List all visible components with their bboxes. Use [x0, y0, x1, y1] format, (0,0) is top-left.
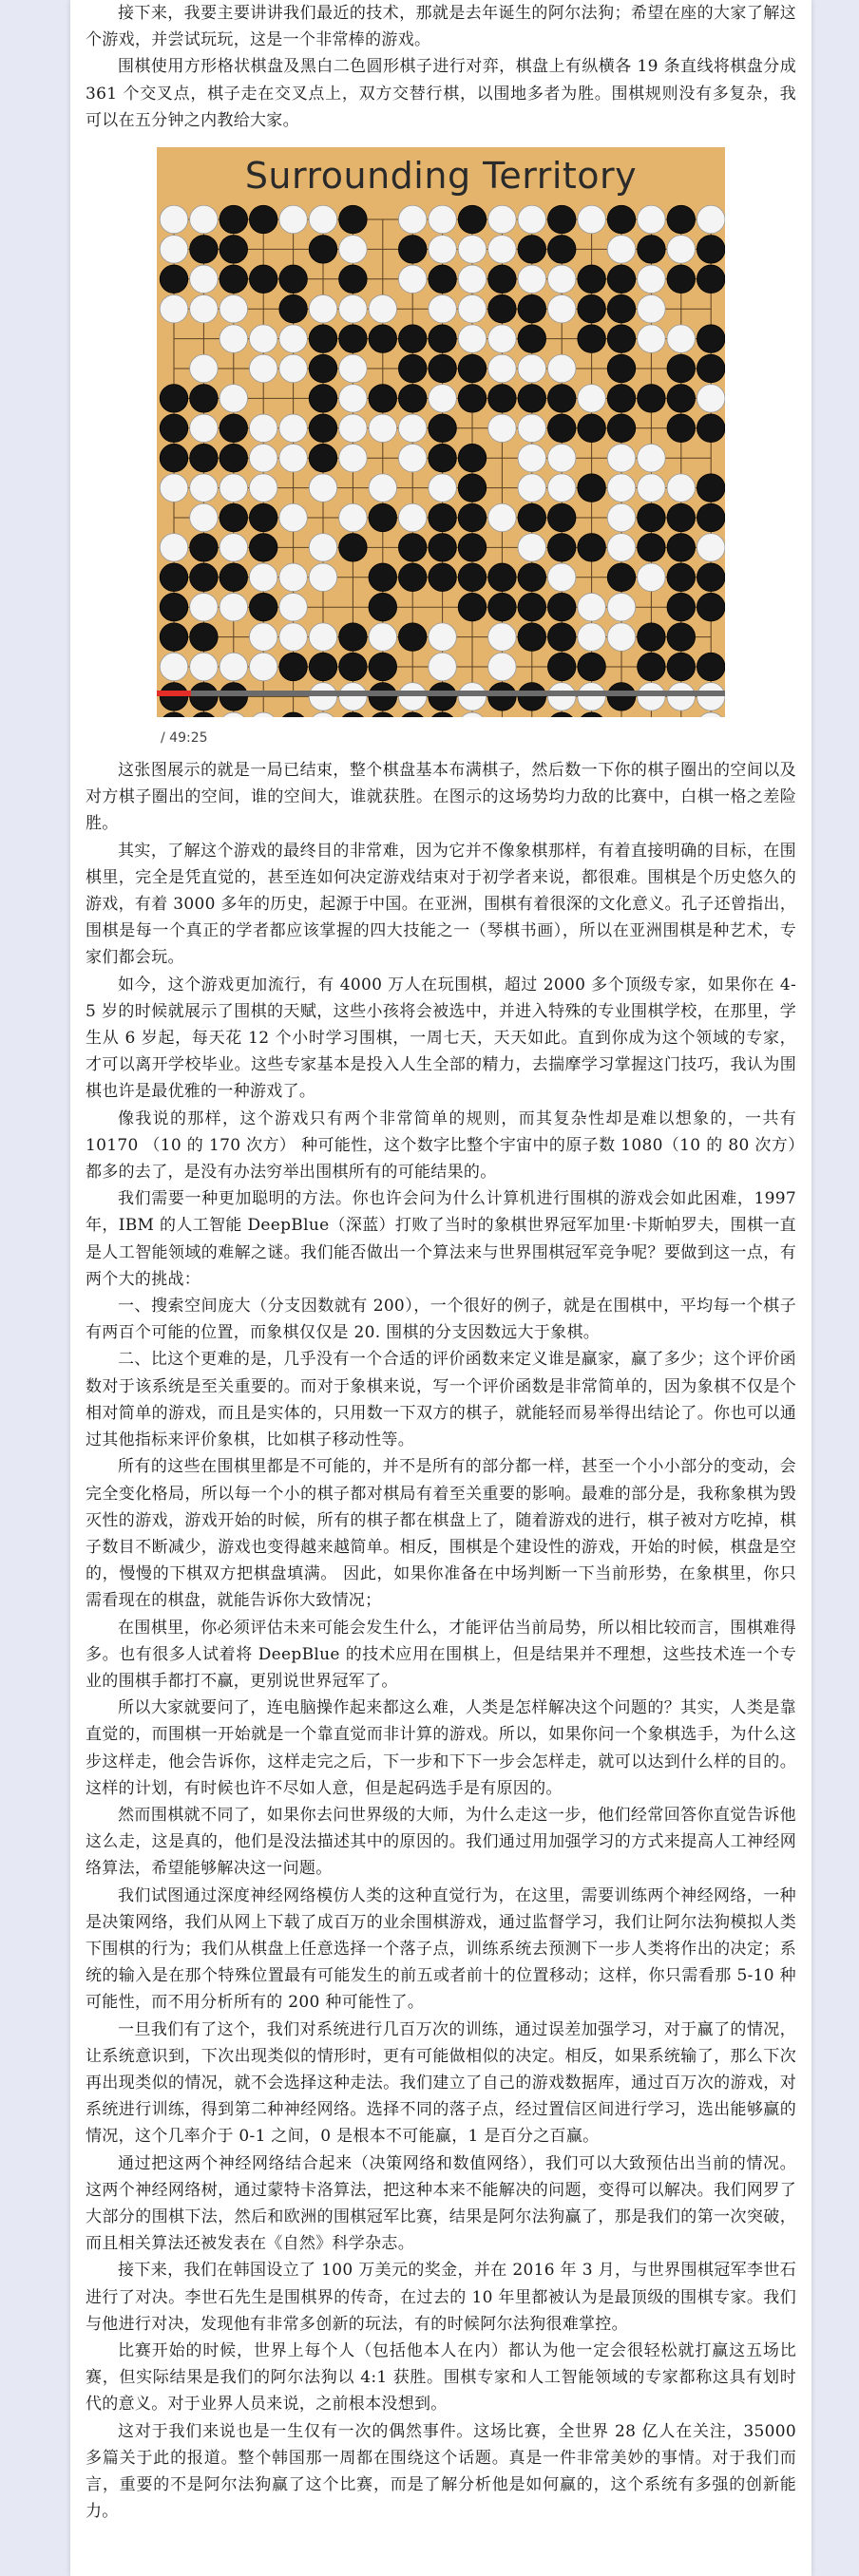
white-stone: [309, 205, 337, 234]
paragraph: 如今，这个游戏更加流行，有 4000 万人在玩围棋，超过 2000 多个顶级专家，如果你在 4-5 岁的时候就展示了围棋的天赋，这些小孩将会被选中，并进入特殊的专业围棋学校，在那里，学生从 6 岁起，每天花 12 个小时学习围棋，一周七天，天天如此。直到你成为这个领域的专家，才可以离开学校毕业。这些专家基本是投入人生全部的精力，去揣摩学习掌握这门技巧，我认为围棋也许是最优雅的一种游戏了。: [86, 975, 796, 1102]
white-stone: [249, 474, 277, 502]
black-stone: [339, 325, 368, 353]
black-stone: [697, 653, 725, 681]
white-stone: [458, 683, 487, 711]
black-stone: [369, 593, 397, 621]
black-stone: [518, 325, 546, 353]
white-stone: [638, 444, 666, 472]
paragraph: 在围棋里，你必须评估未来可能会发生什么，才能评估当前局势，所以相比较而言，围棋难得多。也有很多人试着将 DeepBlue 的技术应用在围棋上，但是结果并不理想，这些技术连一个专业的围棋手都打不赢，更别说世界冠军了。: [86, 1618, 796, 1691]
white-stone: [398, 503, 427, 532]
black-stone: [638, 653, 666, 681]
black-stone: [369, 325, 397, 353]
white-stone: [667, 474, 696, 502]
white-stone: [160, 294, 188, 323]
white-stone: [607, 623, 636, 652]
white-stone: [638, 563, 666, 592]
paragraph: 我们试图通过深度神经网络模仿人类的这种直觉行为，在这里，需要训练两个神经网络，一种是决策网络，我们从网上下载了成百万的业余围棋游戏，通过监督学习，我们让阿尔法狗模拟人类下围棋的行为；我们从棋盘上任意选择一个落子点，训练系统去预测下一步人类将作出的决定；系统的输入是在那个特殊位置最有可能发生的前五或者前十的位置移动；这样，你只需看那 5-10 种可能性，而不用分析所有的 200 种可能性了。: [86, 1885, 796, 2013]
black-stone: [339, 265, 368, 294]
black-stone: [429, 444, 457, 472]
white-stone: [279, 325, 308, 353]
white-stone: [398, 444, 427, 472]
white-stone: [518, 534, 546, 562]
white-stone: [279, 414, 308, 443]
figure-title: Surrounding Territory: [244, 155, 638, 198]
black-stone: [667, 265, 696, 294]
black-stone: [398, 236, 427, 264]
paragraph: 接下来，我要主要讲讲我们最近的技术，那就是去年诞生的阿尔法狗；希望在座的大家了解这个游戏，并尝试玩玩，这是一个非常棒的游戏。: [86, 4, 796, 50]
black-stone: [697, 593, 725, 621]
paragraph: 围棋使用方形格状棋盘及黑白二色圆形棋子进行对弈，棋盘上有纵横各 19 条直线将棋盘分成 361 个交叉点，棋子走在交叉点上，双方交替行棋，以围地多者为胜。围棋规则没有多复杂，我可以在五分钟之内教给大家。: [86, 57, 796, 130]
black-stone: [339, 534, 368, 562]
black-stone: [638, 623, 666, 652]
white-stone: [578, 683, 606, 711]
white-stone: [458, 325, 487, 353]
white-stone: [220, 593, 248, 621]
white-stone: [429, 623, 457, 652]
white-stone: [249, 563, 277, 592]
white-stone: [518, 414, 546, 443]
black-stone: [667, 653, 696, 681]
paragraph: 然而围棋就不同了，如果你去问世界级的大师，为什么走这一步，他们经常回答你直觉告诉他这么走，这是真的，他们是没法描述其中的原因的。我们通过用加强学习的方式来提高人工神经网络算法，希望能够解决这一问题。: [86, 1805, 796, 1879]
black-stone: [249, 534, 277, 562]
black-stone: [249, 593, 277, 621]
white-stone: [279, 444, 308, 472]
black-stone: [160, 414, 188, 443]
white-stone: [220, 653, 248, 681]
black-stone: [369, 503, 397, 532]
video-progress-fill: [157, 691, 191, 696]
video-time: / 49:25: [161, 730, 208, 747]
black-stone: [547, 593, 576, 621]
white-stone: [578, 623, 606, 652]
white-stone: [398, 414, 427, 443]
black-stone: [220, 444, 248, 472]
black-stone: [667, 534, 696, 562]
white-stone: [309, 623, 337, 652]
white-stone: [518, 444, 546, 472]
black-stone: [488, 563, 517, 592]
white-stone: [667, 683, 696, 711]
white-stone: [638, 325, 666, 353]
black-stone: [429, 354, 457, 383]
white-stone: [458, 294, 487, 323]
white-stone: [279, 354, 308, 383]
black-stone: [309, 236, 337, 264]
black-stone: [458, 534, 487, 562]
black-stone: [220, 265, 248, 294]
white-stone: [160, 205, 188, 234]
black-stone: [547, 236, 576, 264]
white-stone: [309, 563, 337, 592]
white-stone: [309, 294, 337, 323]
white-stone: [458, 265, 487, 294]
black-stone: [160, 683, 188, 711]
document-page: [70, 0, 811, 2576]
white-stone: [488, 503, 517, 532]
white-stone: [578, 385, 606, 413]
black-stone: [339, 653, 368, 681]
white-stone: [697, 385, 725, 413]
black-stone: [160, 593, 188, 621]
black-stone: [458, 385, 487, 413]
black-stone: [578, 474, 606, 502]
black-stone: [309, 385, 337, 413]
white-stone: [398, 265, 427, 294]
white-stone: [249, 354, 277, 383]
white-stone: [429, 236, 457, 264]
black-stone: [667, 354, 696, 383]
black-stone: [697, 236, 725, 264]
black-stone: [249, 503, 277, 532]
black-stone: [488, 385, 517, 413]
black-stone: [369, 683, 397, 711]
black-stone: [697, 474, 725, 502]
video-progress-bar[interactable]: [157, 691, 725, 696]
white-stone: [697, 205, 725, 234]
white-stone: [339, 414, 368, 443]
black-stone: [518, 683, 546, 711]
white-stone: [339, 683, 368, 711]
black-stone: [339, 205, 368, 234]
paragraph: 其实，了解这个游戏的最终目的非常难，因为它并不像象棋那样，有着直接明确的目标，在围棋里，完全是凭直觉的，甚至连如何决定游戏结束对于初学者来说，都很难。围棋是个历史悠久的游戏，有着 3000 多年的历史，起源于中国。在亚洲，围棋有着很深的文化意义。孔子还曾指出，围棋是每一个真正的学者都应该掌握的四大技能之一（琴棋书画），所以在亚洲围棋是种艺术，专家们都会玩。: [86, 841, 796, 968]
black-stone: [369, 563, 397, 592]
black-stone: [309, 325, 337, 353]
black-stone: [547, 414, 576, 443]
white-stone: [607, 474, 636, 502]
white-stone: [249, 623, 277, 652]
black-stone: [607, 325, 636, 353]
white-stone: [190, 294, 219, 323]
black-stone: [458, 503, 487, 532]
black-stone: [667, 205, 696, 234]
white-stone: [607, 444, 636, 472]
white-stone: [339, 385, 368, 413]
black-stone: [249, 205, 277, 234]
black-stone: [458, 354, 487, 383]
paragraph: 所有的这些在围棋里都是不可能的，并不是所有的部分都一样，甚至一个小小部分的变动，会完全变化格局，所以每一个小的棋子都对棋局有着至关重要的影响。最难的部分是，我称象棋为毁灭性的游戏，游戏开始的时候，所有的棋子都在棋盘上了，随着游戏的进行，棋子被对方吃掉，棋子数目不断减少，游戏也变得越来越简单。相反，围棋是个建设性的游戏，开始的时候，棋盘是空的，慢慢的下棋双方把棋盘填满。 因此，如果你准备在中场判断一下当前形势，在象棋里，你只需看现在的棋盘，就能告诉你大致情况；: [86, 1457, 796, 1611]
black-stone: [458, 593, 487, 621]
black-stone: [518, 563, 546, 592]
white-stone: [429, 385, 457, 413]
white-stone: [279, 593, 308, 621]
black-stone: [518, 503, 546, 532]
white-stone: [339, 444, 368, 472]
black-stone: [429, 563, 457, 592]
white-stone: [458, 236, 487, 264]
black-stone: [488, 265, 517, 294]
black-stone: [220, 563, 248, 592]
white-stone: [488, 205, 517, 234]
white-stone: [547, 294, 576, 323]
white-stone: [309, 534, 337, 562]
white-stone: [190, 414, 219, 443]
black-stone: [488, 683, 517, 711]
black-stone: [220, 683, 248, 711]
black-stone: [309, 354, 337, 383]
black-stone: [697, 563, 725, 592]
white-stone: [369, 623, 397, 652]
black-stone: [369, 653, 397, 681]
black-stone: [547, 205, 576, 234]
black-stone: [638, 236, 666, 264]
black-stone: [547, 385, 576, 413]
black-stone: [547, 653, 576, 681]
paragraph: 一、搜索空间庞大（分支因数就有 200），一个很好的例子，就是在围棋中，平均每一个棋子有两百个可能的位置，而象棋仅仅是 20. 围棋的分支因数远大于象棋。: [86, 1297, 796, 1343]
black-stone: [697, 325, 725, 353]
white-stone: [220, 474, 248, 502]
article-body: [70, 0, 811, 2525]
black-stone: [638, 385, 666, 413]
black-stone: [547, 623, 576, 652]
black-stone: [279, 265, 308, 294]
white-stone: [369, 414, 397, 443]
white-stone: [667, 236, 696, 264]
black-stone: [518, 593, 546, 621]
black-stone: [309, 653, 337, 681]
black-stone: [638, 503, 666, 532]
white-stone: [398, 205, 427, 234]
white-stone: [518, 354, 546, 383]
white-stone: [249, 325, 277, 353]
white-stone: [607, 236, 636, 264]
black-stone: [518, 623, 546, 652]
paragraph: 一旦我们有了这个，我们对系统进行几百万次的训练，通过误差加强学习，对于赢了的情况，让系统意识到，下次出现类似的情形时，更有可能做相似的决定。相反，如果系统输了，那么下次再出现类似的情况，就不会选择这种走法。我们建立了自己的游戏数据库，通过百万次的游戏，对系统进行训练，得到第二种神经网络。选择不同的落子点，经过置信区间进行学习，选出能够赢的情况，这个几率介于 0-1 之间，0 是根本不可能赢，1 是百分之百赢。: [86, 2019, 796, 2147]
white-stone: [279, 563, 308, 592]
black-stone: [429, 414, 457, 443]
paragraph: 所以大家就要问了，连电脑操作起来都这么难，人类是怎样解决这个问题的？其实，人类是靠直觉的，而围棋一开始就是一个靠直觉而非计算的游戏。所以，如果你问一个象棋选手，为什么这步这样走，他会告诉你，这样走完之后，下一步和下下一步会怎样走，就可以达到什么样的目的。这样的计划，有时候也许不尽如人意，但是起码选手是有原因的。: [86, 1698, 796, 1798]
black-stone: [429, 534, 457, 562]
white-stone: [398, 683, 427, 711]
black-stone: [667, 623, 696, 652]
white-stone: [220, 534, 248, 562]
black-stone: [488, 593, 517, 621]
black-stone: [607, 414, 636, 443]
white-stone: [488, 623, 517, 652]
white-stone: [190, 653, 219, 681]
white-stone: [488, 354, 517, 383]
black-stone: [190, 236, 219, 264]
white-stone: [547, 474, 576, 502]
white-stone: [638, 294, 666, 323]
white-stone: [369, 474, 397, 502]
black-stone: [429, 683, 457, 711]
white-stone: [339, 503, 368, 532]
black-stone: [607, 683, 636, 711]
black-stone: [607, 205, 636, 234]
black-stone: [160, 623, 188, 652]
black-stone: [697, 265, 725, 294]
white-stone: [429, 205, 457, 234]
white-stone: [220, 325, 248, 353]
black-stone: [369, 385, 397, 413]
white-stone: [309, 474, 337, 502]
black-stone: [607, 563, 636, 592]
black-stone: [578, 294, 606, 323]
go-board-figure: [157, 147, 725, 746]
black-stone: [458, 444, 487, 472]
white-stone: [607, 503, 636, 532]
black-stone: [638, 534, 666, 562]
black-stone: [160, 444, 188, 472]
white-stone: [547, 563, 576, 592]
black-stone: [220, 205, 248, 234]
paragraph: 比赛开始的时候，世界上每个人（包括他本人在内）都认为他一定会很轻松就打赢这五场比赛，但实际结果是我们的阿尔法狗以 4:1 获胜。围棋专家和人工智能领域的专家都称这具有划时代的意义。对于业界人员来说，之前根本没想到。: [86, 2341, 796, 2415]
black-stone: [220, 414, 248, 443]
white-stone: [518, 265, 546, 294]
black-stone: [607, 265, 636, 294]
black-stone: [458, 205, 487, 234]
white-stone: [429, 653, 457, 681]
black-stone: [458, 474, 487, 502]
black-stone: [578, 325, 606, 353]
black-stone: [398, 354, 427, 383]
black-stone: [398, 325, 427, 353]
black-stone: [667, 385, 696, 413]
paragraph: 二、比这个更难的是，几乎没有一个合适的评价函数来定义谁是赢家，赢了多少；这个评价函数对于该系统是至关重要的。而对于象棋来说，写一个评价函数是非常简单的，因为象棋不仅是个相对简单的游戏，而且是实体的，只用数一下双方的棋子，就能轻而易举得出结论了。你也可以通过其他指标来评价象棋，比如棋子移动性等。: [86, 1350, 796, 1450]
white-stone: [279, 205, 308, 234]
white-stone: [547, 354, 576, 383]
white-stone: [190, 503, 219, 532]
white-stone: [160, 236, 188, 264]
white-stone: [667, 325, 696, 353]
black-stone: [220, 236, 248, 264]
go-board-image: [157, 147, 725, 717]
white-stone: [697, 534, 725, 562]
black-stone: [190, 683, 219, 711]
black-stone: [667, 563, 696, 592]
black-stone: [518, 385, 546, 413]
black-stone: [190, 563, 219, 592]
black-stone: [607, 354, 636, 383]
black-stone: [398, 623, 427, 652]
white-stone: [518, 205, 546, 234]
black-stone: [279, 294, 308, 323]
white-stone: [190, 205, 219, 234]
black-stone: [578, 534, 606, 562]
black-stone: [220, 503, 248, 532]
black-stone: [249, 265, 277, 294]
white-stone: [578, 593, 606, 621]
black-stone: [190, 623, 219, 652]
black-stone: [429, 265, 457, 294]
white-stone: [607, 593, 636, 621]
white-stone: [638, 265, 666, 294]
white-stone: [488, 414, 517, 443]
black-stone: [697, 354, 725, 383]
white-stone: [279, 503, 308, 532]
black-stone: [339, 623, 368, 652]
white-stone: [190, 474, 219, 502]
white-stone: [578, 205, 606, 234]
paragraph: 通过把这两个神经网络结合起来（决策网络和数值网络），我们可以大致预估出当前的情况。这两个神经网络树，通过蒙特卡洛算法，把这种本来不能解决的问题，变得可以解决。我们网罗了大部分的围棋下法，然后和欧洲的围棋冠军比赛，结果是阿尔法狗赢了，那是我们的第一次突破，而且相关算法还被发表在《自然》科学杂志。: [86, 2153, 796, 2254]
black-stone: [190, 534, 219, 562]
white-stone: [547, 265, 576, 294]
black-stone: [190, 385, 219, 413]
black-stone: [488, 294, 517, 323]
white-stone: [547, 444, 576, 472]
white-stone: [279, 623, 308, 652]
black-stone: [458, 563, 487, 592]
black-stone: [578, 265, 606, 294]
white-stone: [220, 385, 248, 413]
paragraph: 这张图展示的就是一局已结束，整个棋盘基本布满棋子，然后数一下你的棋子圈出的空间以及对方棋子圈出的空间，谁的空间大，谁就获胜。在图示的这场势均力敌的比赛中，白棋一格之差险胜。: [86, 761, 796, 834]
white-stone: [638, 474, 666, 502]
white-stone: [160, 653, 188, 681]
black-stone: [309, 444, 337, 472]
white-stone: [339, 354, 368, 383]
white-stone: [339, 294, 368, 323]
black-stone: [518, 294, 546, 323]
black-stone: [309, 414, 337, 443]
white-stone: [190, 354, 219, 383]
black-stone: [607, 294, 636, 323]
white-stone: [249, 444, 277, 472]
black-stone: [160, 265, 188, 294]
black-stone: [697, 503, 725, 532]
paragraph: 这对于我们来说也是一生仅有一次的偶然事件。这场比赛，全世界 28 亿人在关注，35000 多篇关于此的报道。整个韩国那一周都在围绕这个话题。真是一件非常美妙的事情。对于我们而言，重要的不是阿尔法狗赢了这个比赛，而是了解分析他是如何赢的，这个系统有多强的创新能力。: [86, 2421, 796, 2522]
black-stone: [547, 503, 576, 532]
black-stone: [279, 653, 308, 681]
white-stone: [190, 593, 219, 621]
white-stone: [547, 683, 576, 711]
go-board: [157, 147, 725, 717]
black-stone: [667, 503, 696, 532]
white-stone: [160, 474, 188, 502]
white-stone: [429, 474, 457, 502]
white-stone: [339, 236, 368, 264]
white-stone: [309, 683, 337, 711]
black-stone: [518, 236, 546, 264]
black-stone: [578, 653, 606, 681]
white-stone: [607, 534, 636, 562]
black-stone: [667, 593, 696, 621]
white-stone: [638, 205, 666, 234]
paragraph: 我们需要一种更加聪明的方法。你也许会问为什么计算机进行围棋的游戏会如此困难，1997 年，IBM 的人工智能 DeepBlue（深蓝）打败了当时的象棋世界冠军加里·卡斯帕罗夫，围棋一直是人工智能领域的难解之谜。我们能否做出一个算法来与世界围棋冠军竞争呢？要做到这一点，有两个大的挑战：: [86, 1189, 796, 1289]
black-stone: [607, 385, 636, 413]
black-stone: [429, 325, 457, 353]
white-stone: [429, 294, 457, 323]
black-stone: [697, 414, 725, 443]
white-stone: [638, 683, 666, 711]
white-stone: [488, 325, 517, 353]
white-stone: [190, 265, 219, 294]
black-stone: [398, 534, 427, 562]
black-stone: [398, 385, 427, 413]
white-stone: [160, 534, 188, 562]
white-stone: [697, 683, 725, 711]
white-stone: [488, 236, 517, 264]
black-stone: [667, 414, 696, 443]
black-stone: [578, 414, 606, 443]
white-stone: [220, 294, 248, 323]
white-stone: [249, 653, 277, 681]
white-stone: [488, 653, 517, 681]
white-stone: [518, 474, 546, 502]
black-stone: [398, 563, 427, 592]
black-stone: [160, 563, 188, 592]
white-stone: [369, 294, 397, 323]
black-stone: [429, 503, 457, 532]
black-stone: [547, 534, 576, 562]
white-stone: [249, 414, 277, 443]
black-stone: [160, 385, 188, 413]
paragraph: 接下来，我们在韩国设立了 100 万美元的奖金，并在 2016 年 3 月，与世界围棋冠军李世石进行了对决。李世石先生是围棋界的传奇，在过去的 10 年里都被认为是最顶级的围棋专家。我们与他进行对决，发现他有非常多创新的玩法，有的时候阿尔法狗很难掌控。: [86, 2261, 796, 2334]
paragraph: 像我说的那样，这个游戏只有两个非常简单的规则，而其复杂性却是难以想象的，一共有 10170 （10 的 170 次方） 种可能性，这个数字比整个宇宙中的原子数 1080（10 的 80 次方）都多的去了，是没有办法穷举出围棋所有的可能结果的。: [86, 1108, 796, 1183]
black-stone: [190, 444, 219, 472]
